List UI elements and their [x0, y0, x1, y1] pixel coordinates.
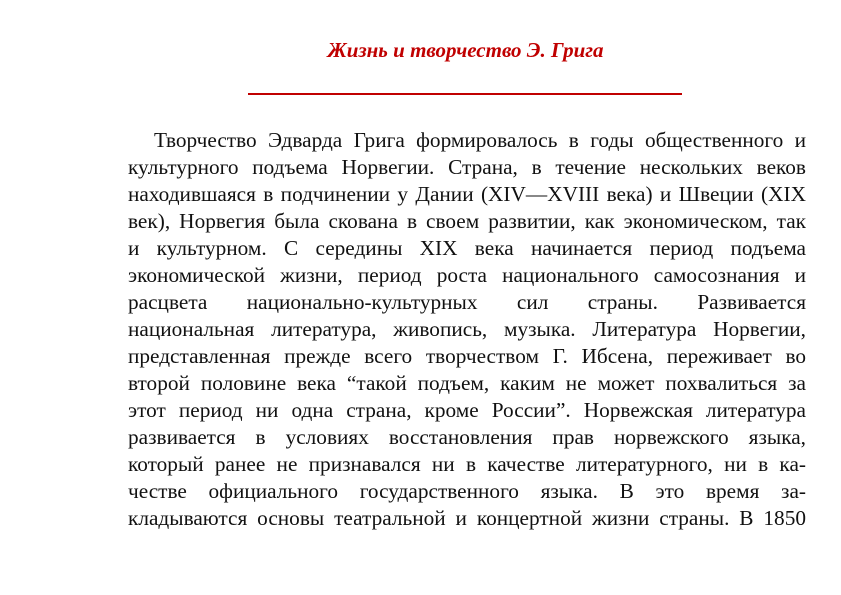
body-paragraph: [128, 127, 806, 532]
paragraph-line: экономической жизни, период роста национального самосознания и: [128, 263, 806, 287]
document-title: Жизнь и творчество Э. Грига: [327, 38, 604, 62]
paragraph-line: представленная прежде всего творчеством Г. Ибсена, переживает во: [128, 344, 806, 368]
paragraph-line: этот период ни одна страна, кроме России”. Норвежская литература: [128, 398, 806, 422]
paragraph-line: национальная литература, живопись, музыка. Литература Норвегии,: [128, 317, 806, 341]
paragraph-line: который ранее не признавался ни в качестве литературного, ни в ка-: [128, 452, 806, 476]
title-underline-divider: [248, 93, 682, 95]
paragraph-line: и культурном. С середины XIX века начинается период подъема: [128, 236, 806, 260]
paragraph-line: расцвета национально-культурных сил страны. Развивается: [128, 290, 806, 314]
paragraph-line: культурного подъема Норвегии. Страна, в течение нескольких веков: [128, 155, 806, 179]
paragraph-line: век), Норвегия была скована в своем развитии, как экономическом, так: [128, 209, 806, 233]
paragraph-line: находившаяся в подчинении у Дании (XIV—XVIII века) и Швеции (XIX: [128, 182, 806, 206]
paragraph-line: кладываются основы театральной и концертной жизни страны. В 1850: [128, 506, 806, 530]
paragraph-line: развивается в условиях восстановления прав норвежского языка,: [128, 425, 806, 449]
paragraph-line: Творчество Эдварда Грига формировалось в годы общественного и: [154, 128, 806, 152]
paragraph-line: честве официального государственного языка. В это время за-: [128, 479, 806, 503]
paragraph-line: второй половине века “такой подъем, каким не может похвалиться за: [128, 371, 806, 395]
